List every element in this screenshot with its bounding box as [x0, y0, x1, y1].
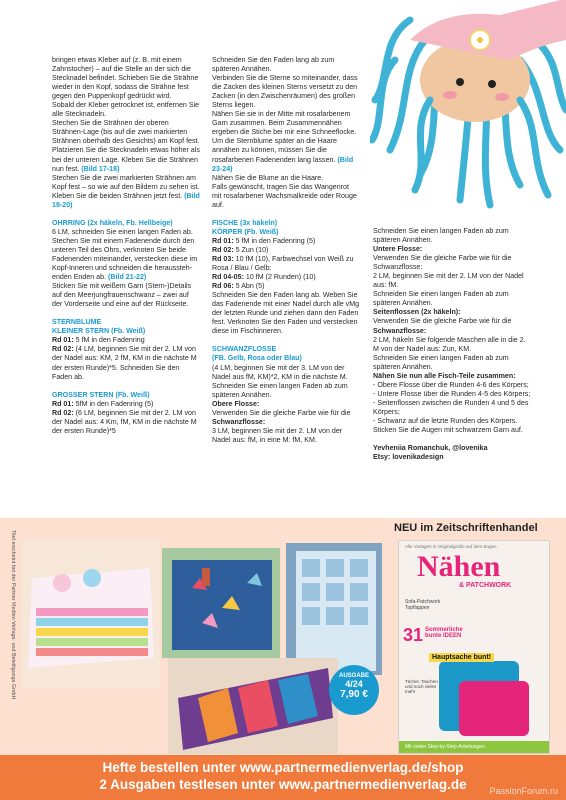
round-label: Rd 03:	[212, 254, 234, 263]
section-heading	[52, 219, 200, 228]
paragraph: bringen etwas Kleber auf (z. B. mit einem Zahnstocher) – auf die Stelle an der sich die Stecknadel befindet. Schieben Sie die Strähne wieder in den Kopf, sodass die Strähne fest gegen den Puppenkopf gedrückt wird.	[52, 56, 199, 101]
round-row	[212, 282, 360, 291]
image-ref: (Bild 21-22)	[108, 273, 147, 282]
paragraph: Schneiden Sie einen langen Faden ab zum späteren Annähen.	[373, 290, 509, 308]
sub-heading: Obere Flosse:	[212, 399, 260, 408]
round-label: Rd 01:	[52, 399, 74, 408]
cover-number: 31	[403, 625, 424, 645]
sub-heading: Untere Flosse:	[373, 245, 423, 254]
order-line-1-text: Hefte bestellen unter	[102, 760, 240, 775]
heading-subtext: (2x häkeln, Fb. Hellbeige)	[87, 218, 173, 227]
heading-subtext: (FB. Gelb, Rosa oder Blau)	[212, 354, 302, 363]
sub-heading	[52, 391, 200, 400]
cover-feature-1: Sofa-Patchwork Topflappen	[405, 599, 441, 611]
round-row	[52, 400, 200, 409]
round-text: 10 fM (2 Runden) (10)	[245, 273, 316, 282]
heading-subtext: (Fb. Weiß)	[115, 390, 150, 399]
sub-heading	[212, 228, 360, 237]
paragraph	[52, 174, 200, 210]
photo-colorful-runner	[168, 658, 338, 754]
paragraph: Verwenden Sie die gleiche Farbe wie für die Schwanzflosse:	[373, 254, 512, 272]
heading-subtext: (Fb. Weiß)	[244, 227, 279, 236]
paragraph: Schneiden Sie den Faden lang ab. Weben Sie das Fadenende mit einer Nadel durch alle vMg der letzten Runde und ziehen dann den Faden fest. Verknoten Sie den Faden und verstecken diese im Fischinneren.	[212, 291, 360, 336]
order-line-2-text: 2 Ausgaben testlesen unter	[99, 777, 279, 792]
paragraph: Nähen Sie die Blume an die Haare.	[212, 173, 324, 182]
paragraph: 3 LM, beginnen Sie mit der 2. LM von der Nadel aus: fM, in eine M: fM, KM.	[212, 426, 343, 444]
paragraph: Sticken Sie mit weißem Garn (Stern-)Details auf den Meerjungfrauenschwanz – zwei auf der Vorderseite und eine auf der Rückseite.	[52, 282, 192, 309]
cover-bag-image-2	[459, 681, 529, 736]
paragraph-text: Stechen Sie die Strähnen der oberen Strähnen-Lage (bis auf die zwei markierten Strähnen oberhalb des Gesichts) am Kopf fest. Platzieren Sie die Stecknadeln etwas höher als bei der unteren Lage. Kleben Sie die Strähnen nun fest.	[52, 119, 200, 173]
round-row	[212, 255, 360, 273]
etsy-credit: Etsy: lovenikadesign	[373, 453, 444, 462]
round-text: 5 fM in den Fadenring	[75, 336, 145, 345]
heading-text: OHRRING	[52, 218, 86, 227]
cover-feature-2: Sommerliche bunte IDEEN	[425, 627, 463, 639]
sub-heading	[52, 327, 200, 336]
order-line-2	[0, 777, 566, 793]
round-row	[52, 345, 200, 381]
paragraph: Falls gewünscht, tragen Sie das Wangenrot mit rosafarbener Wachsmalkreide oder Rouge auf.	[212, 182, 357, 209]
paragraph	[212, 110, 360, 173]
paragraph: Sticken Sie die Augen mit schwarzem Garn auf.	[373, 426, 523, 435]
section-heading	[212, 219, 360, 228]
cover-top-note: Alle Vorlagen in Originalgröße auf dem Bogen	[405, 544, 497, 549]
round-label: Rd 06:	[212, 282, 234, 291]
order-banner	[0, 755, 566, 800]
list-item: - Untere Flosse über die Runden 4-5 des Körpers;	[373, 389, 531, 398]
paragraph: 2 LM, beginnen Sie mit der 2. LM von der Nadel aus: fM.	[373, 272, 524, 290]
badge-issue: 4/24	[345, 679, 363, 689]
image-ref: (Bild 19-20)	[52, 191, 200, 209]
image-ref: (Bild 17-18)	[81, 164, 120, 173]
paragraph: Sobald der Kleber getrocknet ist, entfernen Sie alle Stecknadeln.	[52, 101, 200, 119]
magazine-cover	[398, 540, 550, 754]
paragraph: 2 LM, häkeln Sie folgende Maschen alle in die 2. M von der Nadel aus: Zun, KM.	[373, 335, 526, 353]
round-row	[212, 237, 360, 246]
round-label: Rd 01:	[52, 336, 74, 345]
heading-text: GROSSER STERN	[52, 390, 114, 399]
paragraph: Schneiden Sie einen langen Faden ab zum späteren Annähen.	[373, 353, 509, 371]
paragraph-text: Stechen Sie die zwei markierten Strähnen am Kopf fest – so wie auf den Bildern zu sehen ist. Kleben Sie die beiden Strähnen jetzt fest.	[52, 173, 200, 200]
new-in-store-label: NEU im Zeitschriftenhandel	[394, 522, 538, 534]
list-item: - Seitenflossen zwischen die Runden 4 und 5 des Körpers;	[373, 398, 529, 416]
author-credit: Yevheniia Romanchuk, @lovenika	[373, 444, 488, 453]
heading-text: KLEINER STERN	[52, 327, 110, 336]
heading-subtext: (Fb. Weiß)	[111, 327, 146, 336]
list-item: - Schwanz auf die letzte Runden des Körpers.	[373, 416, 518, 425]
paragraph-text: Nähen Sie sie in der Mitte mit rosafarbenem Garn zusammen. Beim Zusammennähen ergeben die Stiche bei mir eine Schneeflocke. Um die Sternblume später an die Haare annähen zu können, müssen Sie die rosafarbenen Fadenenden lang lassen.	[212, 110, 357, 164]
sub-heading: Nähen Sie nun alle Fisch-Teile zusammen:	[373, 371, 516, 380]
paragraph: Verbinden Sie die Sterne so miteinander, dass die Zacken des kleinen Sterns versetzt zu den Zacken (in den Zwischenräumen) des großen Sterns liegen.	[212, 74, 358, 110]
watermark: PassionForum.ru	[489, 786, 558, 796]
heading-text: FISCHE	[212, 218, 239, 227]
round-text: (6 LM, beginnen Sie mit der 2. LM von der Nadel aus: 4 Km, fM, KM in die nächste M der ersten Runde)*5	[52, 408, 197, 435]
photo-table-runner	[162, 548, 280, 658]
image-ref: (Bild 23-24)	[212, 155, 354, 173]
paragraph	[52, 119, 200, 173]
round-text: 5 Zun (10)	[235, 245, 269, 254]
round-label: Rd 02:	[52, 345, 74, 354]
photo-kids-quilt	[22, 538, 160, 688]
round-text: (4 LM, beginnen Sie mit der 2. LM von der Nadel aus: KM, 2 fM, KM in die nächste M der ersten Runde)*5. Schneiden Sie den Faden ab.	[52, 345, 197, 381]
section-heading: STERNBLUME	[52, 318, 102, 327]
photo-blue-quilt	[286, 543, 382, 675]
round-row	[52, 336, 200, 345]
badge-label: AUSGABE	[338, 673, 369, 679]
round-text: 5 Abn (5)	[235, 282, 265, 291]
paragraph: Verwenden Sie die gleiche Farbe wie für die	[373, 317, 512, 326]
text-column-2	[212, 56, 360, 445]
cover-bottom-strip: Mit vielen Step-by-Step-Anleitungen	[399, 741, 550, 753]
round-row	[212, 246, 360, 255]
section-heading: SCHWANZFLOSSE	[212, 345, 277, 354]
shop-link[interactable]: www.partnermedienverlag.de/shop	[239, 760, 464, 775]
publisher-link[interactable]: www.partnermedienverlag.de	[278, 777, 467, 792]
round-label: Rd 02:	[212, 245, 234, 254]
paragraph: Schneiden Sie den Faden lang ab zum späteren Annähen.	[212, 56, 335, 74]
text-column-3	[373, 227, 533, 462]
round-text: 5fM in den Fadenring (5)	[75, 399, 154, 408]
round-row	[52, 409, 200, 436]
round-label: Rd 04-05:	[212, 273, 244, 282]
heading-subtext: (3x häkeln)	[240, 218, 278, 227]
cover-tag: Hauptsache bunt!	[429, 653, 494, 662]
cover-subtitle: & PATCHWORK	[459, 582, 512, 589]
paragraph: Schneiden Sie einen langen Faden ab zum späteren Annähen.	[373, 227, 509, 245]
round-label: Rd 01:	[212, 236, 234, 245]
paragraph: (4 LM, beginnen Sie mit der 3. LM von der Nadel aus fM, KM)*2, KM in die nächste M. Schneiden Sie einen langen Faden ab zum späteren Annähen.	[212, 363, 348, 399]
cover-title: Nähen	[417, 550, 501, 583]
badge-price: 7,90 €	[340, 689, 368, 700]
paragraph: Verwenden Sie die gleiche Farbe wie für die	[212, 408, 351, 417]
order-line-1	[0, 760, 566, 776]
paragraph-bold: Schwanzflosse:	[212, 417, 266, 426]
round-label: Rd 02:	[52, 408, 74, 417]
round-text: 10 fM (10), Farbwechsel von Weiß zu Rosa / Blau / Gelb:	[212, 254, 354, 273]
paragraph	[52, 228, 200, 282]
advert-side-note	[6, 530, 16, 745]
side-note-text: Titel erscheint bei der Partner Medien Verlags- und Beteiligungs GmbH	[10, 530, 16, 700]
crochet-mermaid-photo	[370, 0, 566, 210]
cover-tag-2: Tücher, Taschen und noch vieles mehr	[405, 679, 438, 694]
list-item: - Obere Flosse über die Runden 4-6 des Körpers;	[373, 380, 529, 389]
paragraph-text: 6 LM, schneiden Sie einen langen Faden ab. Stechen Sie mit einem Fadenende durch den unteren Teil des Ohrs, verknoten Sie beide Fadenenden miteinander, verstecken diese im Kopf-Inneren und schneiden die heraussteh-enden Enden ab.	[52, 227, 198, 282]
heading-text: KÖRPER	[212, 227, 243, 236]
text-column-1	[52, 56, 200, 436]
issue-price-badge	[329, 665, 379, 715]
round-text: 5 fM in den Fadenring (5)	[235, 236, 316, 245]
round-row	[212, 273, 360, 282]
sub-heading: Seitenflossen (2x häkeln):	[373, 308, 461, 317]
paragraph-bold: Schwanzflosse:	[373, 326, 427, 335]
